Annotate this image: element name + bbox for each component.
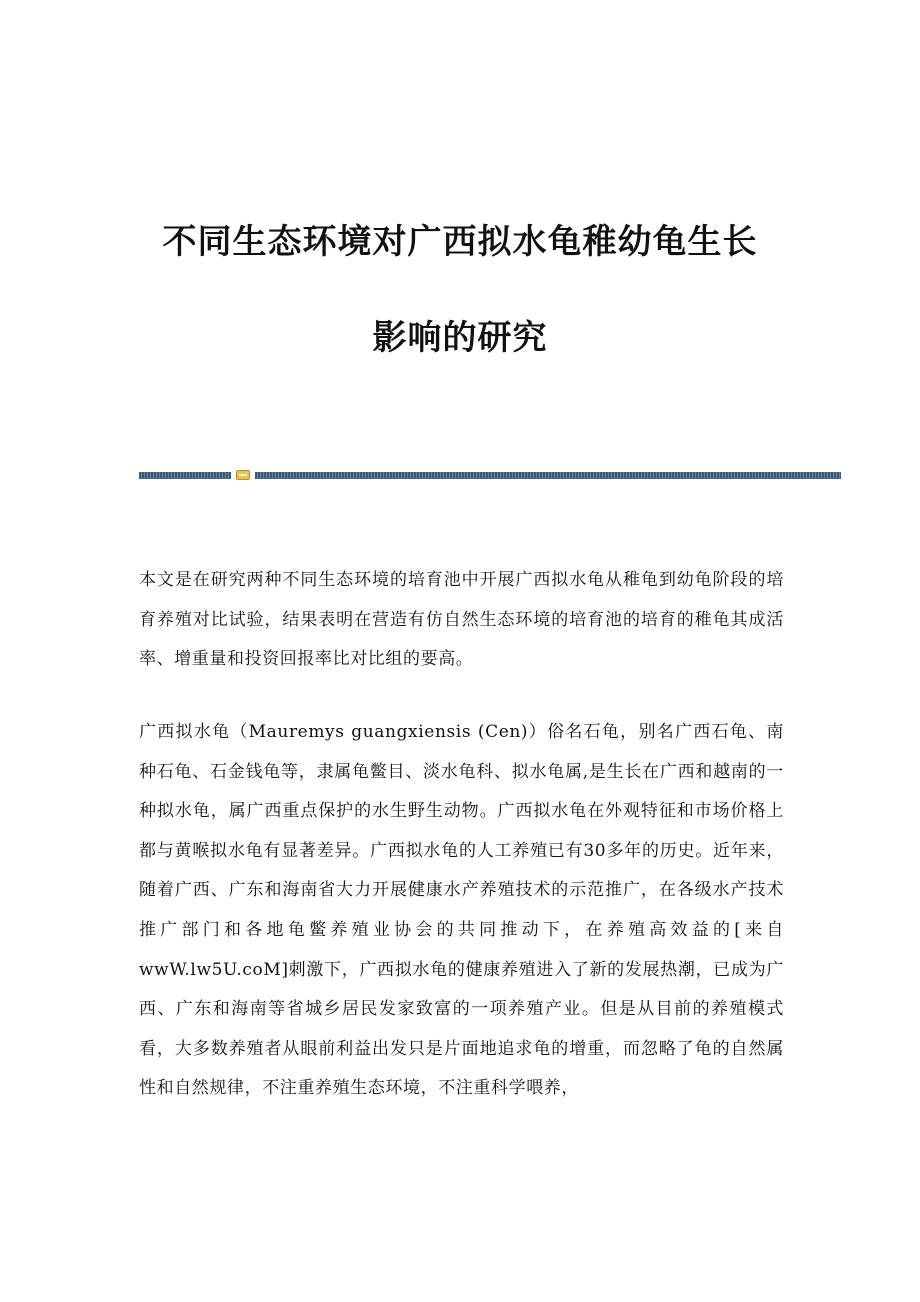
body-paragraph: 广西拟水龟（Mauremys guangxiensis (Cen)）俗名石龟，别名广西石龟、南种石龟、石金钱龟等，隶属龟鳖目、淡水龟科、拟水龟属,是生长在广西和越南的一种拟水龟，属广西重点保护的水生野生动物。广西拟水龟在外观特征和市场价格上都与黄喉拟水龟有显著差异。广西拟水龟的人工养殖已有30多年的历史。近年来，随着广西、广东和海南省大力开展健康水产养殖技术的示范推广，在各级水产技术推广部门和各地龟鳖养殖业协会的共同推动下，在养殖高效益的[来自wwW.lw5U.coM]刺激下，广西拟水龟的健康养殖进入了新的发展热潮，已成为广西、广东和海南等省城乡居民发家致富的一项养殖产业。但是从目前的养殖模式看，大多数养殖者从眼前利益出发只是片面地追求龟的增重，而忽略了龟的自然属性和自然规律，不注重养殖生态环境，不注重科学喂养，: [139, 722, 784, 1099]
divider-bar-right: [255, 472, 841, 479]
divider-bar-left: [139, 472, 231, 479]
document-title-line-1: 不同生态环境对广西拟水龟稚幼龟生长: [162, 222, 758, 262]
document-title-line-2: 影响的研究: [372, 318, 548, 358]
title-divider: [139, 470, 841, 480]
abstract-paragraph: 本文是在研究两种不同生态环境的培育池中开展广西拟水龟从稚龟到幼龟阶段的培育养殖对比试验，结果表明在营造有仿自然生态环境的培育池的培育的稚龟其成活率、增重量和投资回报率比对比组的要高。: [139, 570, 784, 670]
divider-emblem-icon: [236, 470, 250, 480]
